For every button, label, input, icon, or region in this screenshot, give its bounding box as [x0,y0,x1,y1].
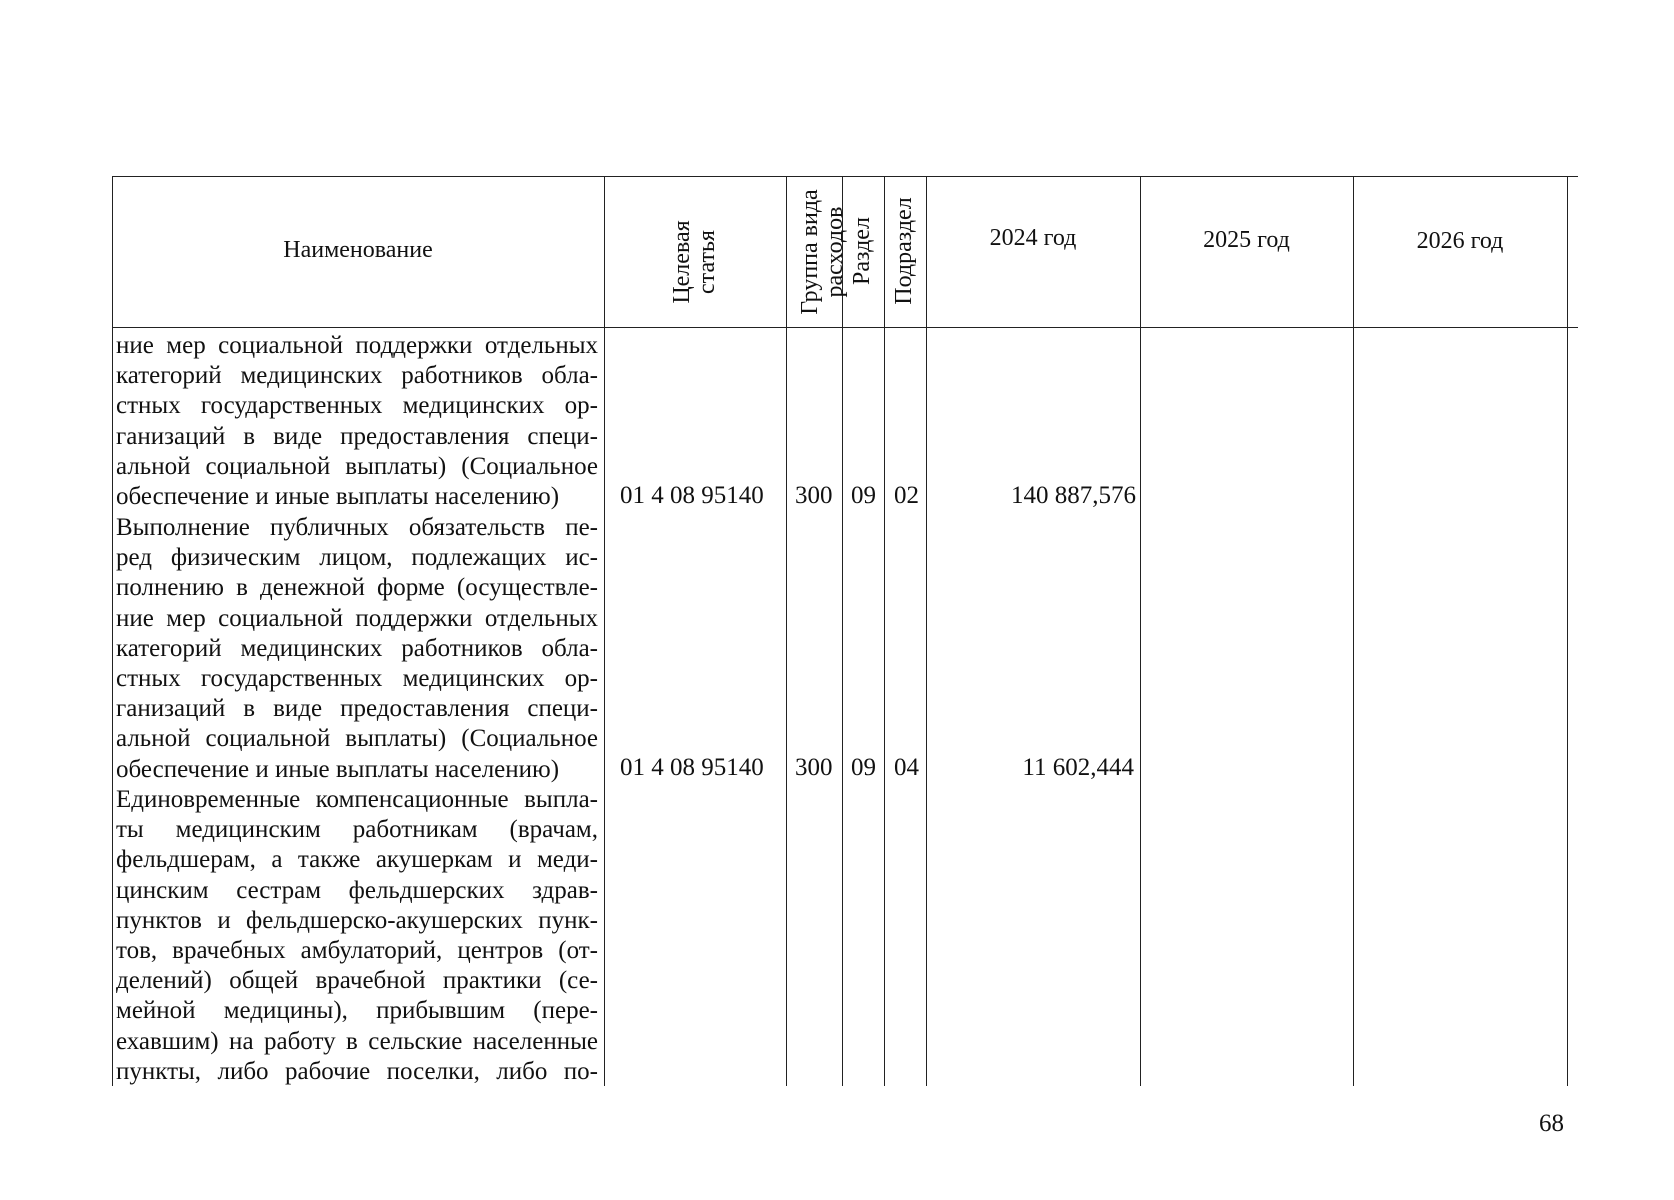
table-row-3-description [116,785,598,1087]
header-bottom-border [112,327,1578,328]
row-3-line-8: мейной медицины), прибывшим (пере- [116,997,598,1025]
row-3-line-9: ехавшим) на работу в сельские населенные [116,1027,598,1055]
row-2-line-2: ред физическим лицом, подлежащих ис- [116,544,598,572]
header-year-2026: 2026 год [1416,228,1504,254]
row-1-section: 09 [851,482,876,509]
row-1-article: 01 4 08 95140 [620,482,764,509]
header-subsection: Подраздел [891,197,917,305]
row-2-line-4: ние мер социальной поддержки отдельных [116,604,598,632]
row-3-line-1: Единовременные компенсационные выпла- [116,786,598,813]
row-2-line-7: ганизаций в виде предоставления специ- [116,695,598,723]
row-1-line-2: категорий медицинских работников обла- [116,362,598,390]
col-divider-right [1567,176,1568,1086]
row-2-line-8: альной социальной выплаты) (Социальное [116,725,598,753]
row-1-line-3: стных государственных медицинских ор- [116,392,598,420]
header-expense-group-line2: расходов [822,206,848,298]
col-divider-section [884,176,885,1086]
table-row-2-description [116,513,598,785]
row-1-value-2024: 140 887,576 [1011,482,1136,509]
table-top-border [112,176,1578,177]
row-3-line-6: тов, врачебных амбулаторий, центров (от- [116,936,598,964]
header-name: Наименование [283,237,433,263]
col-divider-article [786,176,787,1086]
header-target-article [670,187,720,337]
table-row-1-description [116,331,598,512]
row-3-line-10: пункты, либо рабочие поселки, либо по- [116,1057,598,1085]
header-year-2025: 2025 год [1203,227,1290,253]
row-3-line-3: фельдшерам, а также акушеркам и меди- [116,846,598,874]
header-target-article-line2: статья [694,230,720,294]
row-2-article: 01 4 08 95140 [620,754,764,781]
col-divider-2024 [1140,176,1141,1086]
row-2-group: 300 [795,754,833,781]
col-divider-subsection [926,176,927,1086]
row-1-line-5: альной социальной выплаты) (Социальное [116,452,598,480]
row-1-line-6: обеспечение и иные выплаты населению) [116,482,560,510]
header-expense-group [798,178,848,326]
row-3-line-5: пунктов и фельдшерско-акушерских пунк- [116,906,598,934]
row-2-value-2024: 11 602,444 [1022,754,1134,781]
col-divider-2025 [1353,176,1354,1086]
row-3-line-2: ты медицинским работникам (врачам, [116,816,598,844]
row-2-line-9: обеспечение и иные выплаты населению) [116,755,560,783]
row-2-line-3: полнению в денежной форме (осуществле- [116,574,598,602]
header-year-2024: 2024 год [989,225,1077,251]
row-1-group: 300 [795,482,833,509]
col-divider-left [112,176,113,1086]
row-2-section: 09 [851,754,876,781]
row-2-subsection: 04 [894,754,919,781]
col-divider-name [604,176,605,1086]
row-1-line-1: ние мер социальной поддержки отдельных [116,332,598,359]
row-2-line-1: Выполнение публичных обязательств пе- [116,514,598,541]
row-2-line-5: категорий медицинских работников обла- [116,634,598,662]
header-target-article-line1: Целевая [669,220,695,304]
row-1-line-4: ганизаций в виде предоставления специ- [116,422,598,450]
row-1-subsection: 02 [894,482,919,509]
row-2-line-6: стных государственных медицинских ор- [116,664,598,692]
row-3-line-7: делений) общей врачебной практики (се- [116,967,598,995]
row-3-line-4: цинским сестрам фельдшерских здрав- [116,876,598,904]
header-expense-group-line1: Группа вида [797,189,823,315]
page-number: 68 [1539,1110,1564,1137]
header-section: Раздел [849,217,875,285]
